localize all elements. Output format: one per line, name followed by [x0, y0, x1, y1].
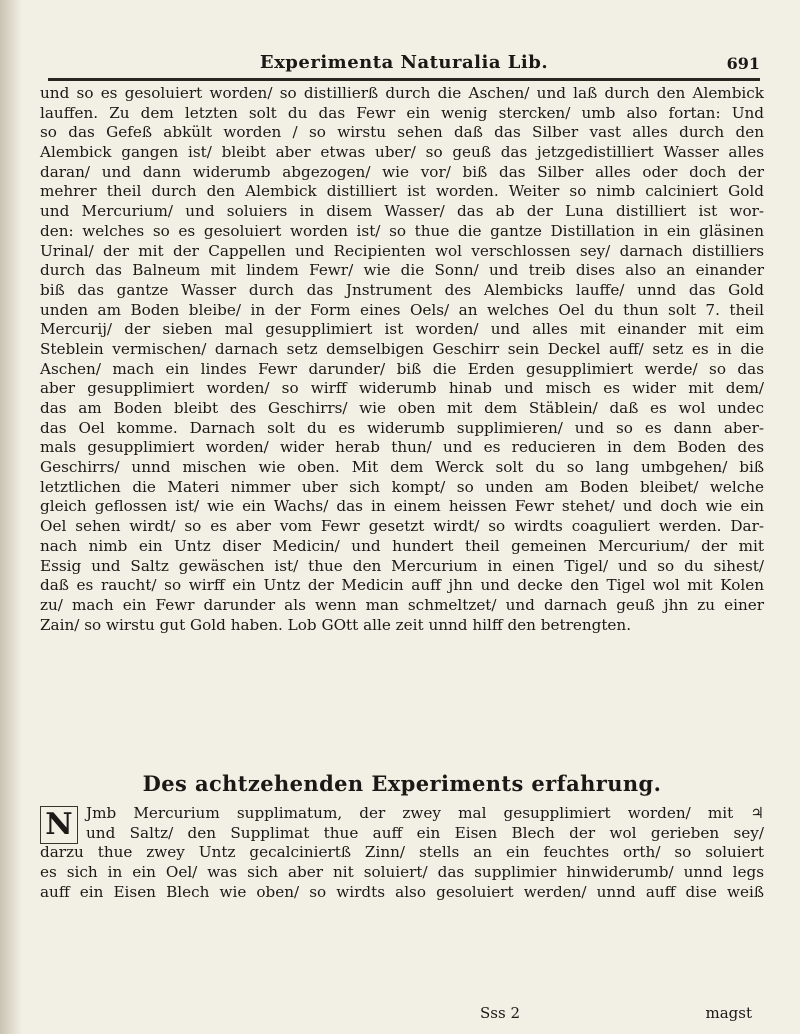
- text-line: durch das Balneum mit lindem Fewr/ wie die Sonn/ und treib dises also an einander: [40, 261, 764, 280]
- text-line: mehrer theil durch den Alembick distilliert ist worden. Weiter so nimb calciniert Gold: [40, 182, 764, 201]
- text-line: gleich geflossen ist/ wie ein Wachs/ das in einem heissen Fewr stehet/ und doch wie ein: [40, 497, 764, 516]
- text-line: Geschirrs/ unnd mischen wie oben. Mit dem Werck solt du so lang umbgehen/ biß: [40, 458, 764, 477]
- main-paragraph: [40, 84, 764, 635]
- text-line: lauffen. Zu dem letzten solt du das Fewr ein wenig stercken/ umb also fortan: Und: [40, 103, 764, 122]
- drop-capital: N: [40, 806, 78, 844]
- text-line: und so es gesoluiert worden/ so distillierß durch die Aschen/ und laß durch den Alembick: [40, 84, 764, 102]
- catchword: magst: [705, 1004, 752, 1022]
- signature-mark: Sss 2: [480, 1004, 520, 1022]
- running-title: Experimenta Naturalia Lib.: [259, 52, 549, 73]
- text-line: nach nimb ein Untz diser Medicin/ und hundert theil gemeinen Mercurium/ der mit: [40, 536, 764, 555]
- text-line: und Mercurium/ und soluiers in disem Wasser/ das ab der Luna distilliert ist wor-: [40, 202, 764, 221]
- text-line: auff ein Eisen Blech wie oben/ so wirdts also gesoluiert werden/ unnd auff dise weiß: [40, 882, 764, 901]
- text-line: Essig und Saltz gewäschen ist/ thue den Mercurium in einen Tigel/ und so du sihest/: [40, 556, 764, 575]
- text-line: Mercurij/ der sieben mal gesupplimiert ist worden/ und alles mit einander mit eim: [40, 320, 764, 339]
- section-heading: Des achtzehenden Experiments erfahrung.: [142, 771, 662, 796]
- text-line: aber gesupplimiert worden/ so wirff widerumb hinab und misch es wider mit dem/: [40, 379, 764, 398]
- text-line: Zain/ so wirstu gut Gold haben. Lob GOtt alle zeit unnd hilff den betrengten.: [40, 615, 632, 634]
- text-line: Jmb Mercurium supplimatum, der zwey mal gesupplimiert worden/ mit ♃: [86, 804, 764, 822]
- page-number: 691: [726, 54, 760, 73]
- text-line: Aschen/ mach ein lindes Fewr darunder/ biß die Erden gesupplimiert werde/ so das: [40, 359, 764, 378]
- text-line: daran/ und dann widerumb abgezogen/ wie vor/ biß das Silber alles oder doch der: [40, 162, 764, 181]
- text-line: so das Gefeß abkült worden / so wirstu sehen daß das Silber vast alles durch den: [40, 123, 764, 142]
- text-line: letztlichen die Materi nimmer uber sich kompt/ so unden am Boden bleibet/ welche: [40, 477, 764, 496]
- text-line: Alembick gangen ist/ bleibt aber etwas uber/ so geuß das jetzgedistilliert Wasser alles: [40, 143, 764, 162]
- text-line: den: welches so es gesoluiert worden ist/ so thue die gantze Distillation in ein gläsinen: [40, 221, 764, 240]
- text-line: biß das gantze Wasser durch das Jnstrument des Alembicks lauffe/ unnd das Gold: [40, 280, 764, 299]
- page-footer: [40, 1004, 764, 1026]
- text-line: es sich in ein Oel/ was sich aber nit soluiert/ das supplimier hinwiderumb/ unnd legs: [40, 863, 764, 882]
- text-line: mals gesupplimiert worden/ wider herab thun/ und es reducieren in dem Boden des: [40, 438, 764, 457]
- text-line: unden am Boden bleibe/ in der Form eines Oels/ an welches Oel du thun solt 7. theil: [40, 300, 764, 319]
- section-paragraph: [40, 804, 764, 902]
- page-header: [48, 52, 760, 76]
- text-line: Steblein vermischen/ darnach setz demselbigen Geschirr sein Deckel auff/ setz es in die: [40, 339, 764, 358]
- text-line: und Saltz/ den Supplimat thue auff ein Eisen Blech der wol gerieben sey/: [86, 823, 764, 842]
- text-line: Urinal/ der mit der Cappellen und Recipienten wol verschlossen sey/ darnach distilliers: [40, 241, 764, 260]
- text-line: darzu thue zwey Untz gecalciniertß Zinn/ stells an ein feuchtes orth/ so soluiert: [40, 843, 764, 862]
- text-line: das am Boden bleibt des Geschirrs/ wie oben mit dem Stäblein/ daß es wol undec: [40, 399, 764, 417]
- text-line: das Oel komme. Darnach solt du es widerumb supplimieren/ und so es dann aber-: [40, 418, 764, 437]
- header-rule: [48, 78, 760, 81]
- text-line: zu/ mach ein Fewr darunder als wenn man schmeltzet/ und darnach geuß jhn zu einer: [40, 595, 764, 614]
- text-line: Oel sehen wirdt/ so es aber vom Fewr gesetzt wirdt/ so wirdts coaguliert werden. Dar-: [40, 517, 764, 536]
- text-line: daß es raucht/ so wirff ein Untz der Medicin auff jhn und decke den Tigel wol mit Kolen: [40, 576, 764, 595]
